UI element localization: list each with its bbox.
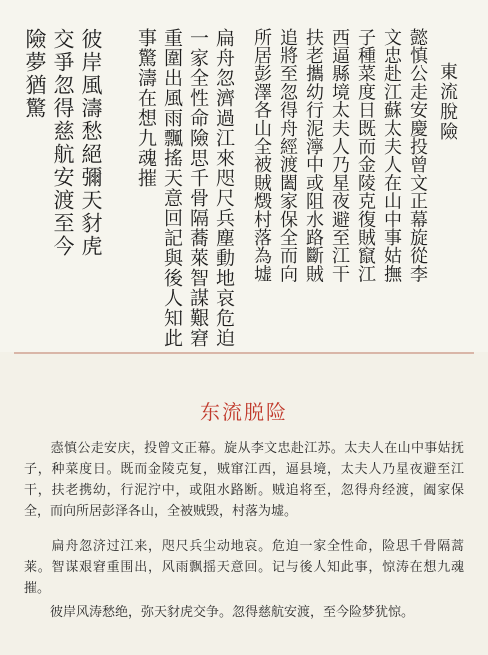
calligraphy-column-5: 扶老攜幼行泥濘中或阻水路斷賊 bbox=[303, 28, 324, 283]
calligraphy-verse-column-1: 彼岸風濤愁絕彌天豺虎 bbox=[79, 28, 103, 258]
calligraphy-column-3: 子種菜度日既而金陵克復賊竄江 bbox=[355, 28, 376, 283]
transcription-title: 东流脱险 bbox=[200, 400, 288, 424]
calligraphy-verse-column-2: 交爭忽得慈航安渡至今 bbox=[51, 28, 75, 258]
calligraphy-poem-column-2: 一家全性命險思千骨隔蕎萊智謀艱窘 bbox=[187, 28, 209, 348]
calligraphy-column-1: 懿慎公走安慶投曾文正幕旋從李 bbox=[407, 28, 428, 283]
calligraphy-poem-column-1: 扁舟忽濟過江來咫尺兵塵動地哀危迫 bbox=[213, 28, 235, 348]
transcription-paragraph-2: 扁舟忽济过江来，咫尺兵尘动地哀。危迫一家全性命，险思千骨隔蒿莱。智谋艰窘重围出，风雨飘摇天意回。记与後人知此事，惊涛在想九魂摧。 bbox=[24, 539, 464, 596]
transcription-paragraph-3: 彼岸风涛愁绝，弥天豺虎交争。忽得慈航安渡，至今险梦犹惊。 bbox=[24, 605, 415, 620]
calligraphy-verse-column-3: 險夢猶驚 bbox=[23, 28, 47, 120]
calligraphy-column-2: 文忠赴江蘇太夫人在山中事姑撫 bbox=[381, 28, 402, 283]
calligraphy-column-4: 西逼縣境太夫人乃星夜避至江干 bbox=[329, 28, 350, 283]
transcription-paragraph-1: 悫慎公走安庆，投曾文正幕。旋从李文忠赴江苏。太夫人在山中事姑抚子，种菜度日。既而金陵克复，贼窜江西，逼县境，太夫人乃星夜避至江干，扶老携幼，行泥泞中，或阻水路断。贼追将至，忽得舟经渡，阖家保全，而向所居彭泽各山，全被贼毁，村落为墟。 bbox=[24, 441, 464, 519]
calligraphy-poem-column-4: 事驚濤在想九魂摧 bbox=[135, 28, 157, 188]
calligraphy-title-column: 東流脫險 bbox=[437, 62, 458, 142]
calligraphy-column-6: 追將至忽得舟經渡闔家保全而向 bbox=[277, 28, 298, 283]
calligraphy-column-7: 所居彭澤各山全被賊燬村落為墟 bbox=[251, 28, 272, 283]
calligraphy-poem-column-3: 重圍出風雨飄搖天意回記與後人知此 bbox=[161, 28, 183, 348]
transcription-section bbox=[0, 352, 488, 655]
